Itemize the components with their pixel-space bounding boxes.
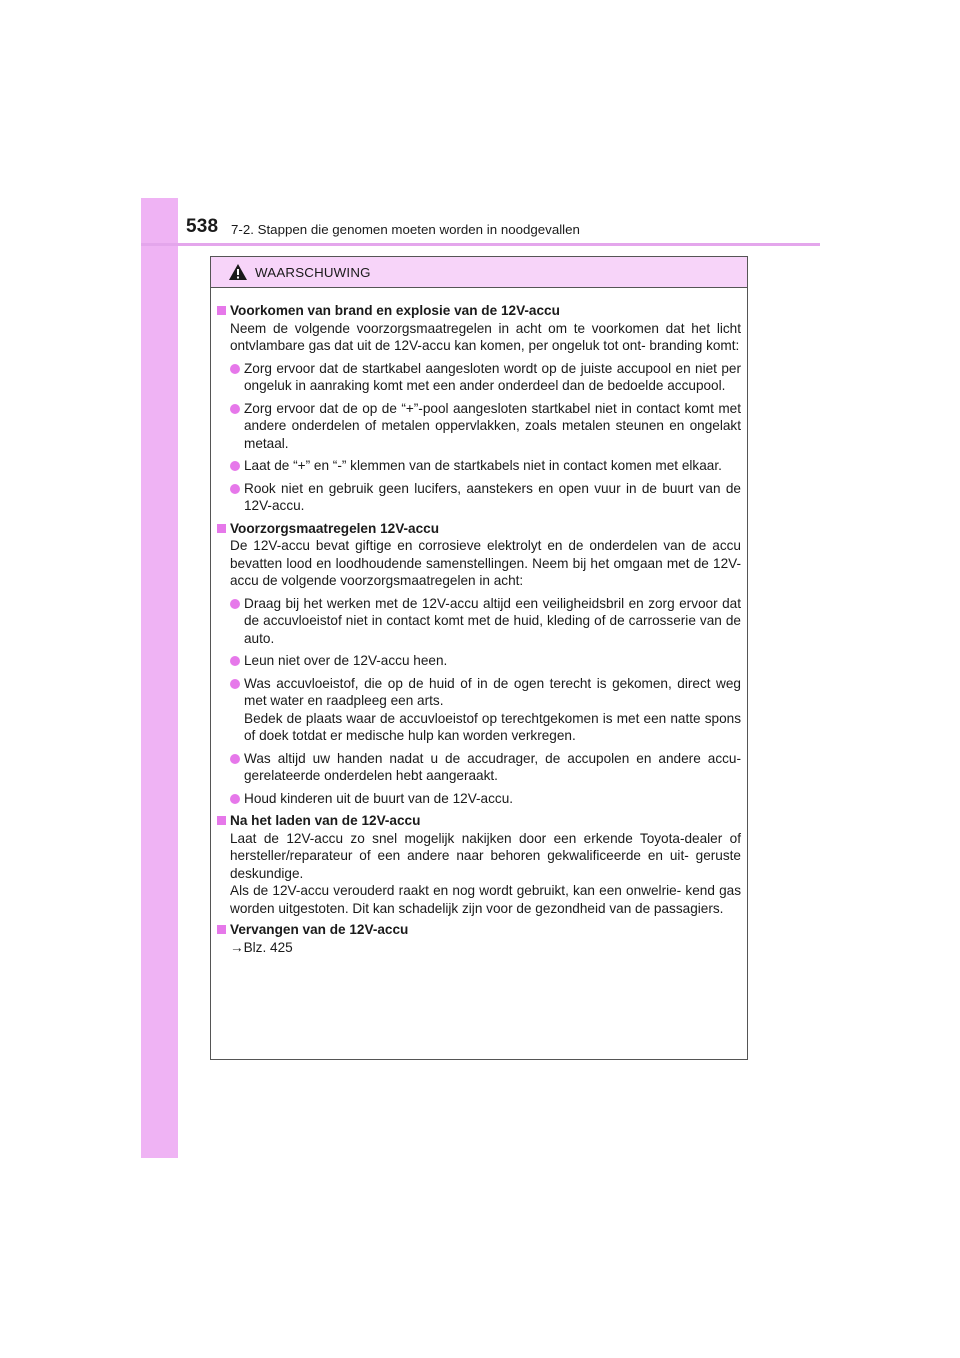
heading-fire-explosion: Voorkomen van brand en explosie van de 12V-accu — [216, 302, 741, 320]
paragraph-intro-fire: Neem de volgende voorzorgsmaatregelen in acht om te voorkomen dat het licht ontvlambare gas dat uit de 12V-accu kan komen, per ongeluk tot ont- branding komt: — [230, 320, 741, 353]
warning-label: WAARSCHUWING — [255, 265, 371, 280]
bullet-item: Rook niet en gebruik geen lucifers, aanstekers en open vuur in de buurt van de 12V-accu. — [216, 480, 741, 515]
bullet-item: Leun niet over de 12V-accu heen. — [216, 652, 741, 670]
page-reference-link[interactable]: →Blz. 425 — [230, 939, 293, 955]
warning-header — [211, 257, 747, 288]
page-number: 538 — [186, 216, 219, 237]
heading-after-charging: Na het laden van de 12V-accu — [216, 812, 741, 830]
heading-replacing: Vervangen van de 12V-accu — [216, 921, 741, 939]
bullet-item: Was altijd uw handen nadat u de accudrager, de accupolen en andere accu-gerelateerde onderdelen hebt aangeraakt. — [216, 750, 741, 785]
bullet-item: Zorg ervoor dat de op de “+”-pool aangesloten startkabel niet in contact komt met andere onderdelen of metalen oppervlakken, zoals metalen steunen en ongelakt metaal. — [216, 400, 741, 453]
bullet-item: Draag bij het werken met de 12V-accu altijd een veiligheidsbril en zorg ervoor dat de accuvloeistof niet in contact komt met de huid, kleding of de carrosserie van de auto. — [216, 595, 741, 648]
bullet-item: Zorg ervoor dat de startkabel aangesloten wordt op de juiste accupool en niet per ongeluk in aanraking komt met een ander onderdeel dan de bedoelde accupool. — [216, 360, 741, 395]
warning-box — [210, 256, 748, 1060]
paragraph-after-charging: Laat de 12V-accu zo snel mogelijk nakijken door een erkende Toyota-dealer of hersteller/reparateur of een andere naar behoren gekwalificeerde en uit- geruste deskundige. Als de 12V-accu verouderd raakt en nog wordt gebruikt, kan een onwelrie- kend gas worden uitgestoten. Dit kan schadelijk zijn voor de gezondheid van de passagiers. — [230, 830, 741, 916]
chapter-sidebar-tab — [141, 198, 178, 1158]
section-title: 7-2. Stappen die genomen moeten worden in noodgevallen — [231, 222, 580, 237]
heading-precautions: Voorzorgsmaatregelen 12V-accu — [216, 520, 741, 538]
bullet-item: Laat de “+” en “-” klemmen van de startkabels niet in contact komen met elkaar. — [216, 457, 741, 475]
warning-content — [211, 288, 747, 956]
bullet-item: Houd kinderen uit de buurt van de 12V-accu. — [216, 790, 741, 808]
paragraph-intro-precautions: De 12V-accu bevat giftige en corrosieve elektrolyt en de onderdelen van de accu bevatten lood en loodhoudende samenstellingen. Neem bij het omgaan met de 12V-accu de volgende voorzorgsmaatregelen in acht: — [230, 538, 741, 588]
warning-triangle-icon — [228, 263, 248, 281]
bullet-item: Was accuvloeistof, die op de huid of in de ogen terecht is gekomen, direct weg met water en raadpleeg een arts. Bedek de plaats waar de accuvloeistof op terechtgekomen is met een natte spons of doek totdat er medische hulp kan worden verkregen. — [216, 675, 741, 745]
header-rule — [141, 243, 820, 246]
